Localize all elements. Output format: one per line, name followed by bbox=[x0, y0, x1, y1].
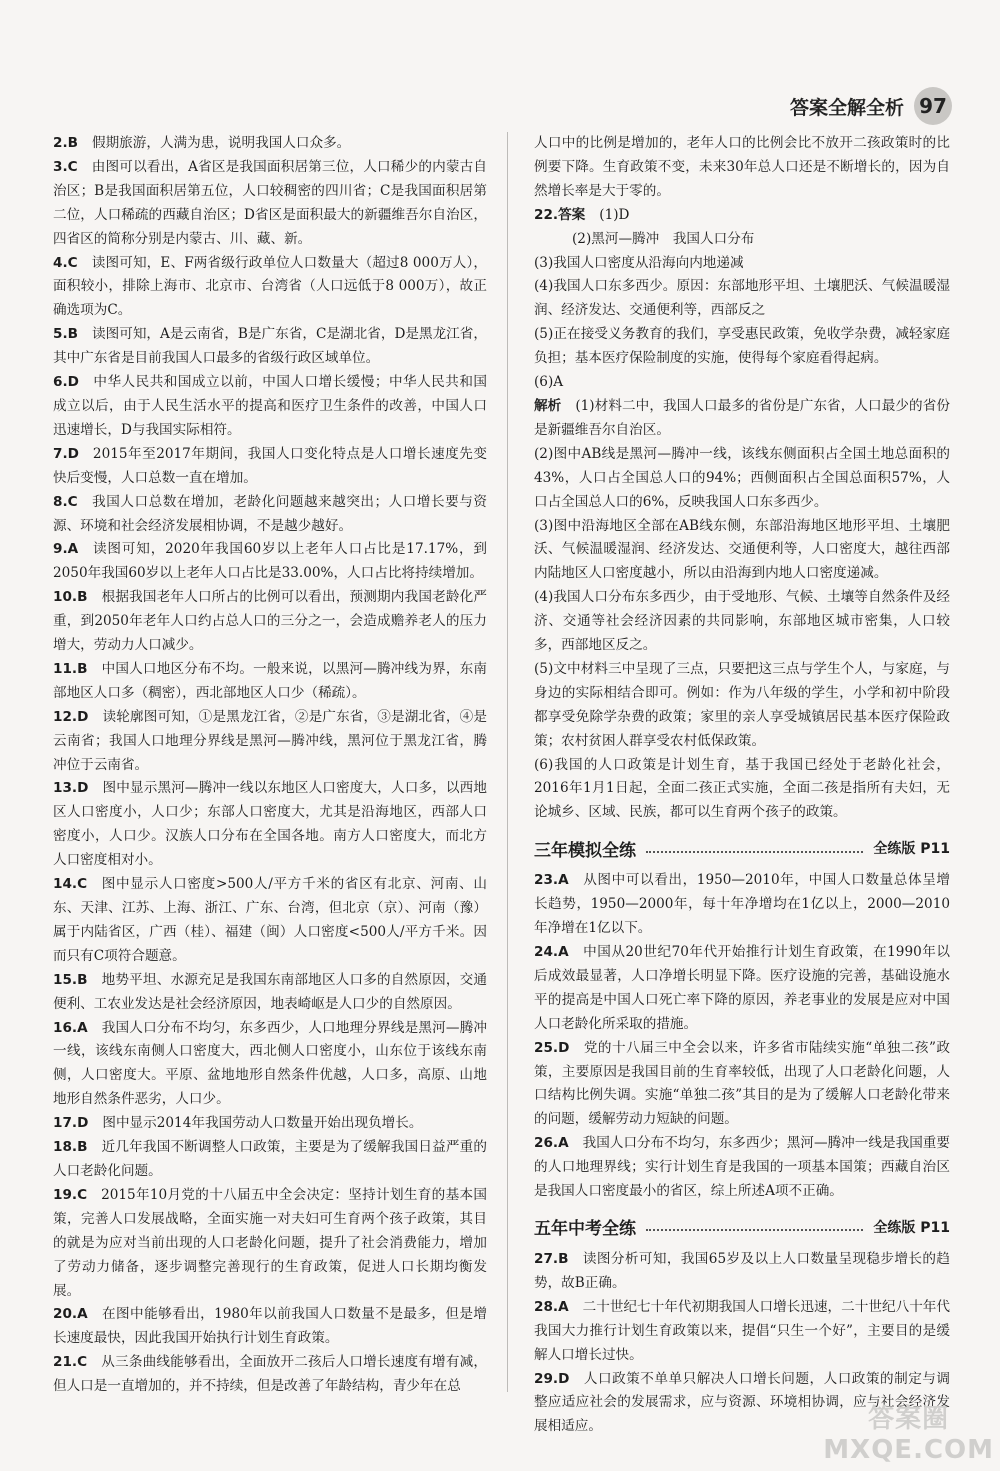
analysis-label: 解析 bbox=[534, 397, 562, 414]
answer-item bbox=[534, 1132, 950, 1204]
answer-number: 15.B bbox=[53, 971, 88, 988]
answer-number: 4.C bbox=[53, 254, 78, 271]
answer-number: 6.D bbox=[53, 374, 79, 391]
answer-22-first: (1)D bbox=[599, 206, 630, 223]
answer-text: 地势平坦、水源充足是我国东南部地区人口多的自然原因，交通便利、工农业发达是社会经济原因，地表崎岖是人口少的自然原因。 bbox=[53, 971, 487, 1012]
right-column bbox=[534, 132, 950, 1439]
answer-item bbox=[53, 491, 487, 539]
answer-number: 9.A bbox=[53, 541, 79, 558]
column-divider bbox=[507, 132, 508, 1392]
answer-number: 14.C bbox=[53, 876, 88, 893]
answer-item bbox=[53, 873, 487, 969]
answer-text: 党的十八届三中全会以来，许多省市陆续实施“单独二孩”政策，主要原因是我国目前的生育率较低，出现了人口老龄化问题，人口结构比例失调。实施“单独二孩”其目的是为了缓解人口老龄化带来的问题，缓解劳动力短缺的问题。 bbox=[534, 1039, 950, 1128]
analysis-line: (2)图中AB线是黑河—腾冲一线，该线东侧面积占全国土地总面积的43%，人口占全国总人口的94%；西侧面积占全国总面积57%，人口占全国总人口的6%，反映我国人口东多西少。 bbox=[534, 445, 950, 510]
answer-item bbox=[53, 1184, 487, 1304]
left-column bbox=[53, 132, 487, 1399]
page-number: 97 bbox=[914, 87, 952, 125]
answer-text: 从三条曲线能够看出，全面放开二孩后人口增长速度有增有减，但人口是一直增加的，并不持续，但是改善了年龄结构，青少年在总 bbox=[53, 1354, 487, 1395]
answer-item bbox=[53, 132, 487, 156]
answer-item bbox=[53, 538, 487, 586]
answer-text: 近几年我国不断调整人口政策，主要是为了缓解我国日益严重的人口老龄化问题。 bbox=[53, 1139, 487, 1179]
section-ref: 全练版 P11 bbox=[873, 1219, 950, 1236]
answer-text: 2015年10月党的十八届五中全会决定：坚持计划生育的基本国策，完善人口发展战略，全面实施一对夫妇可生育两个孩子政策，其目的就是为应对当前出现的人口老龄化问题，提升了社会消费能力，增加了劳动力储备，逐步调整完善现行的生育政策，促进人口长期均衡发展。 bbox=[53, 1186, 487, 1299]
answer-text: 中国从20世纪70年代开始推行计划生育政策，在1990年以后成效最显著，人口净增长明显下降。医疗设施的完善，基础设施水平的提高是中国人口死亡率下降的原因，养老事业的发展是应对中国人口老龄化所采取的措施。 bbox=[534, 944, 950, 1032]
answer-number: 7.D bbox=[53, 445, 79, 462]
watermark-line2: MXQE.COM bbox=[823, 1435, 994, 1465]
answer-number: 5.B bbox=[53, 326, 78, 343]
answer-item bbox=[53, 371, 487, 443]
answer-text: 图中显示人口密度>500人/平方千米的省区有北京、河南、山东、天津、江苏、上海、浙江、广东、台湾，但北京（京）、河南（豫）属于内陆省区，广西（桂）、福建（闽）人口密度<500人/平方千米。因而只有C项符合题意。 bbox=[53, 876, 487, 964]
page-header bbox=[790, 86, 952, 126]
answer-item bbox=[53, 1303, 487, 1351]
answer-item bbox=[53, 443, 487, 491]
answer-item bbox=[534, 869, 950, 941]
answer-text: 图中显示黑河—腾冲一线以东地区人口密度大，人口多，以西地区人口密度小，人口少；东部人口密度大，尤其是沿海地区，西部人口密度小，人口少。汉族人口分布在全国各地。南方人口密度大，而北方人口密度相对小。 bbox=[53, 780, 487, 869]
answer-text: 人口政策不单单只解决人口增长问题，人口政策的制定与调整应适应社会的发展需求，应与资源、环境相协调，应与社会经济发展相适应。 bbox=[534, 1370, 950, 1435]
analysis-lines bbox=[534, 443, 950, 826]
section-ref: 全练版 P11 bbox=[873, 841, 950, 858]
answer-text: 二十世纪七十年代初期我国人口增长迅速，二十世纪八十年代我国大力推行计划生育政策以来，提倡“只生一个好”，主要目的是缓解人口增长过快。 bbox=[534, 1298, 950, 1363]
answer-number: 21.C bbox=[53, 1354, 88, 1371]
answer-item bbox=[534, 941, 950, 1037]
analysis-line: (3)图中沿海地区全部在AB线东侧，东部沿海地区地形平坦、土壤肥沃、气候温暖湿润、经济发达、交通便利等，人口密度大，越往西部内陆地区人口密度越小，所以由沿海到内地人口密度递减。 bbox=[534, 517, 950, 582]
answer-number: 25.D bbox=[534, 1039, 570, 1056]
answer-number: 29.D bbox=[534, 1370, 570, 1387]
section-leader bbox=[646, 850, 863, 853]
answer-text: 我国人口分布不均匀，东多西少，人口地理分界线是黑河—腾冲一线，该线东南侧人口密度大，西北侧人口密度小，山东位于该线东南侧，人口密度大。平原、盆地地形自然条件优越，人口多，高原、山地地形自然条件恶劣，人口少。 bbox=[53, 1019, 487, 1108]
answer-text: 由图可以看出，A省区是我国面积居第三位，人口稀少的内蒙古自治区；B是我国面积居第五位，人口较稠密的四川省；C是我国面积居第二位，人口稀疏的西藏自治区；D省区是面积最大的新疆维吾尔自治区，四省区的简称分别是内蒙古、川、藏、新。 bbox=[53, 158, 487, 247]
answer-22-line: (2)黑河—腾冲 我国人口分布 bbox=[572, 230, 755, 247]
answer-text: 读轮廓图可知，①是黑龙江省，②是广东省，③是湖北省，④是云南省；我国人口地理分界线是黑河—腾冲线，黑河位于黑龙江省，腾冲位于云南省。 bbox=[53, 708, 487, 773]
answer-number: 26.A bbox=[534, 1135, 569, 1152]
section-three-year bbox=[534, 833, 950, 863]
answer-number: 8.C bbox=[53, 493, 78, 510]
answer-item bbox=[534, 1037, 950, 1133]
answer-text: 中华人民共和国成立以前，中国人口增长缓慢；中华人民共和国成立以后，由于人民生活水平的提高和医疗卫生条件的改善，中国人口迅速增长，D与我国实际相符。 bbox=[53, 374, 487, 438]
section-title: 五年中考全练 bbox=[534, 1219, 636, 1240]
answer-number: 24.A bbox=[534, 944, 569, 960]
answer-number: 23.A bbox=[534, 872, 569, 889]
answer-text: 2015年至2017年期间，我国人口变化特点是人口增长速度先变快后变慢，人口总数一直在增加。 bbox=[53, 445, 487, 486]
answer-text: 读图分析可知，我国65岁及以上人口数量呈现稳步增长的趋势，故B正确。 bbox=[534, 1250, 950, 1291]
answer-item bbox=[53, 323, 487, 371]
analysis-line: (4)我国人口分布东多西少，由于受地形、气候、土壤等自然条件及经济、交通等社会经济因素的共同影响，东部地区城市密集，人口较多，西部地区反之。 bbox=[534, 589, 950, 654]
answer-22 bbox=[534, 204, 950, 228]
answer-text: 读图可知，E、F两省级行政单位人口数量大（超过8 000万人），面积较小，排除上海市、北京市、台湾省（人口远低于8 000万），故正确选项为C。 bbox=[53, 254, 487, 319]
answer-text: 根据我国老年人口所占的比例可以看出，预测期内我国老龄化严重，到2050年老年人口约占总人口的三分之一，会造成赡养老人的压力增大，劳动力人口减少。 bbox=[53, 589, 487, 654]
answer-item bbox=[53, 252, 487, 324]
answer-text: 我国人口分布不均匀，东多西少；黑河—腾冲一线是我国重要的人口地理界线；实行计划生育是我国的一项基本国策；西藏自治区是我国人口密度最小的省区，综上所述A项不正确。 bbox=[534, 1135, 950, 1200]
answer-number: 20.A bbox=[53, 1306, 88, 1323]
answer-number: 13.D bbox=[53, 780, 89, 797]
answer-item bbox=[53, 1112, 487, 1136]
watermark-line1: 答案圈 bbox=[868, 1404, 950, 1434]
analysis-line: (5)文中材料三中呈现了三点，只要把这三点与学生个人，与家庭，与身边的实际相结合即可。例如：作为八年级的学生，小学和初中阶段都享受免除学杂费的政策；家里的亲人享受城镇居民基本医疗保险政策；农村贫困人群享受农村低保政策。 bbox=[534, 660, 950, 749]
answer-item bbox=[53, 777, 487, 873]
answer-text: 图中显示2014年我国劳动人口数量开始出现负增长。 bbox=[102, 1115, 423, 1132]
answer-item bbox=[53, 969, 487, 1017]
continued-paragraph: 人口中的比例是增加的，老年人口的比例会比不放开二孩政策时的比例要下降。生育政策不变，未来30年总人口还是不断增长的，因为自然增长率是大于零的。 bbox=[534, 135, 950, 199]
answer-number: 17.D bbox=[53, 1115, 89, 1132]
answer-number: 27.B bbox=[534, 1250, 569, 1267]
answer-item bbox=[53, 706, 487, 778]
answer-number: 2.B bbox=[53, 135, 78, 151]
answer-text: 读图可知，2020年我国60岁以上老年人口占比是17.17%，到2050年我国60岁以上老年人口占比是33.00%，人口占比将持续增加。 bbox=[53, 541, 487, 582]
section-five-year bbox=[534, 1212, 950, 1242]
answer-number: 16.A bbox=[53, 1019, 88, 1036]
analysis-first: (1)材料二中，我国人口最多的省份是广东省，人口最少的省份是新疆维吾尔自治区。 bbox=[534, 397, 950, 438]
answer-number: 18.B bbox=[53, 1139, 88, 1156]
answer-number: 28.A bbox=[534, 1298, 569, 1315]
answer-text: 中国人口地区分布不均。一般来说，以黑河—腾冲线为界，东南部地区人口多（稠密），西北部地区人口少（稀疏）。 bbox=[53, 660, 487, 701]
answer-item bbox=[53, 1136, 487, 1184]
answer-22-label: 22.答案 bbox=[534, 206, 586, 223]
answer-item bbox=[534, 1248, 950, 1296]
answer-text: 假期旅游，人满为患，说明我国人口众多。 bbox=[91, 135, 351, 151]
answer-22-line: (5)正在接受义务教育的我们，享受惠民政策，免收学杂费，减轻家庭负担；基本医疗保险制度的实施，使得每个家庭看得起病。 bbox=[534, 326, 950, 367]
answer-item bbox=[53, 156, 487, 252]
answer-text: 在图中能够看出，1980年以前我国人口数量不是最多，但是增长速度最快，因此我国开始执行计划生育政策。 bbox=[53, 1306, 487, 1347]
header-title: 答案全解全析 bbox=[789, 96, 904, 119]
answer-text: 读图可知，A是云南省，B是广东省，C是湖北省，D是黑龙江省，其中广东省是目前我国人口最多的省级行政区域单位。 bbox=[53, 326, 487, 367]
answer-number: 19.C bbox=[53, 1186, 88, 1203]
answer-22-lines bbox=[534, 228, 950, 395]
answer-22-line: (4)我国人口东多西少。原因：东部地形平坦、土壤肥沃、气候温暖湿润、经济发达、交通便利等，西部反之 bbox=[534, 278, 950, 319]
answer-number: 3.C bbox=[53, 158, 78, 175]
answer-22-line: (3)我国人口密度从沿海向内地递减 bbox=[534, 254, 744, 271]
answer-number: 11.B bbox=[53, 660, 88, 677]
answer-number: 10.B bbox=[53, 589, 88, 606]
section-title: 三年模拟全练 bbox=[534, 840, 636, 861]
answer-number: 12.D bbox=[53, 708, 89, 725]
answer-item bbox=[534, 1296, 950, 1368]
answer-text: 从图中可以看出，1950—2010年，中国人口数量总体呈增长趋势，1950—2000年，每十年净增均在1亿以上，2000—2010年净增在1亿以下。 bbox=[534, 872, 950, 937]
analysis-22 bbox=[534, 395, 950, 443]
answer-text: 我国人口总数在增加，老龄化问题越来越突出；人口增长要与资源、环境和社会经济发展相协调，不是越少越好。 bbox=[53, 493, 487, 534]
section-leader bbox=[646, 1228, 863, 1231]
answer-item bbox=[53, 586, 487, 658]
section-three-year-items bbox=[534, 869, 950, 1204]
watermark-logo bbox=[823, 1398, 994, 1465]
answer-item bbox=[53, 1351, 487, 1399]
analysis-line: (6)我国的人口政策是计划生育，基于我国已经处于老龄化社会，2016年1月1日起，全面二孩正式实施，全面二孩是指所有夫妇，无论城乡、区域、民族，都可以生育两个孩子的政策。 bbox=[534, 756, 950, 821]
answer-item bbox=[53, 1017, 487, 1113]
answer-item bbox=[53, 658, 487, 706]
answer-22-line: (6)A bbox=[534, 374, 564, 391]
